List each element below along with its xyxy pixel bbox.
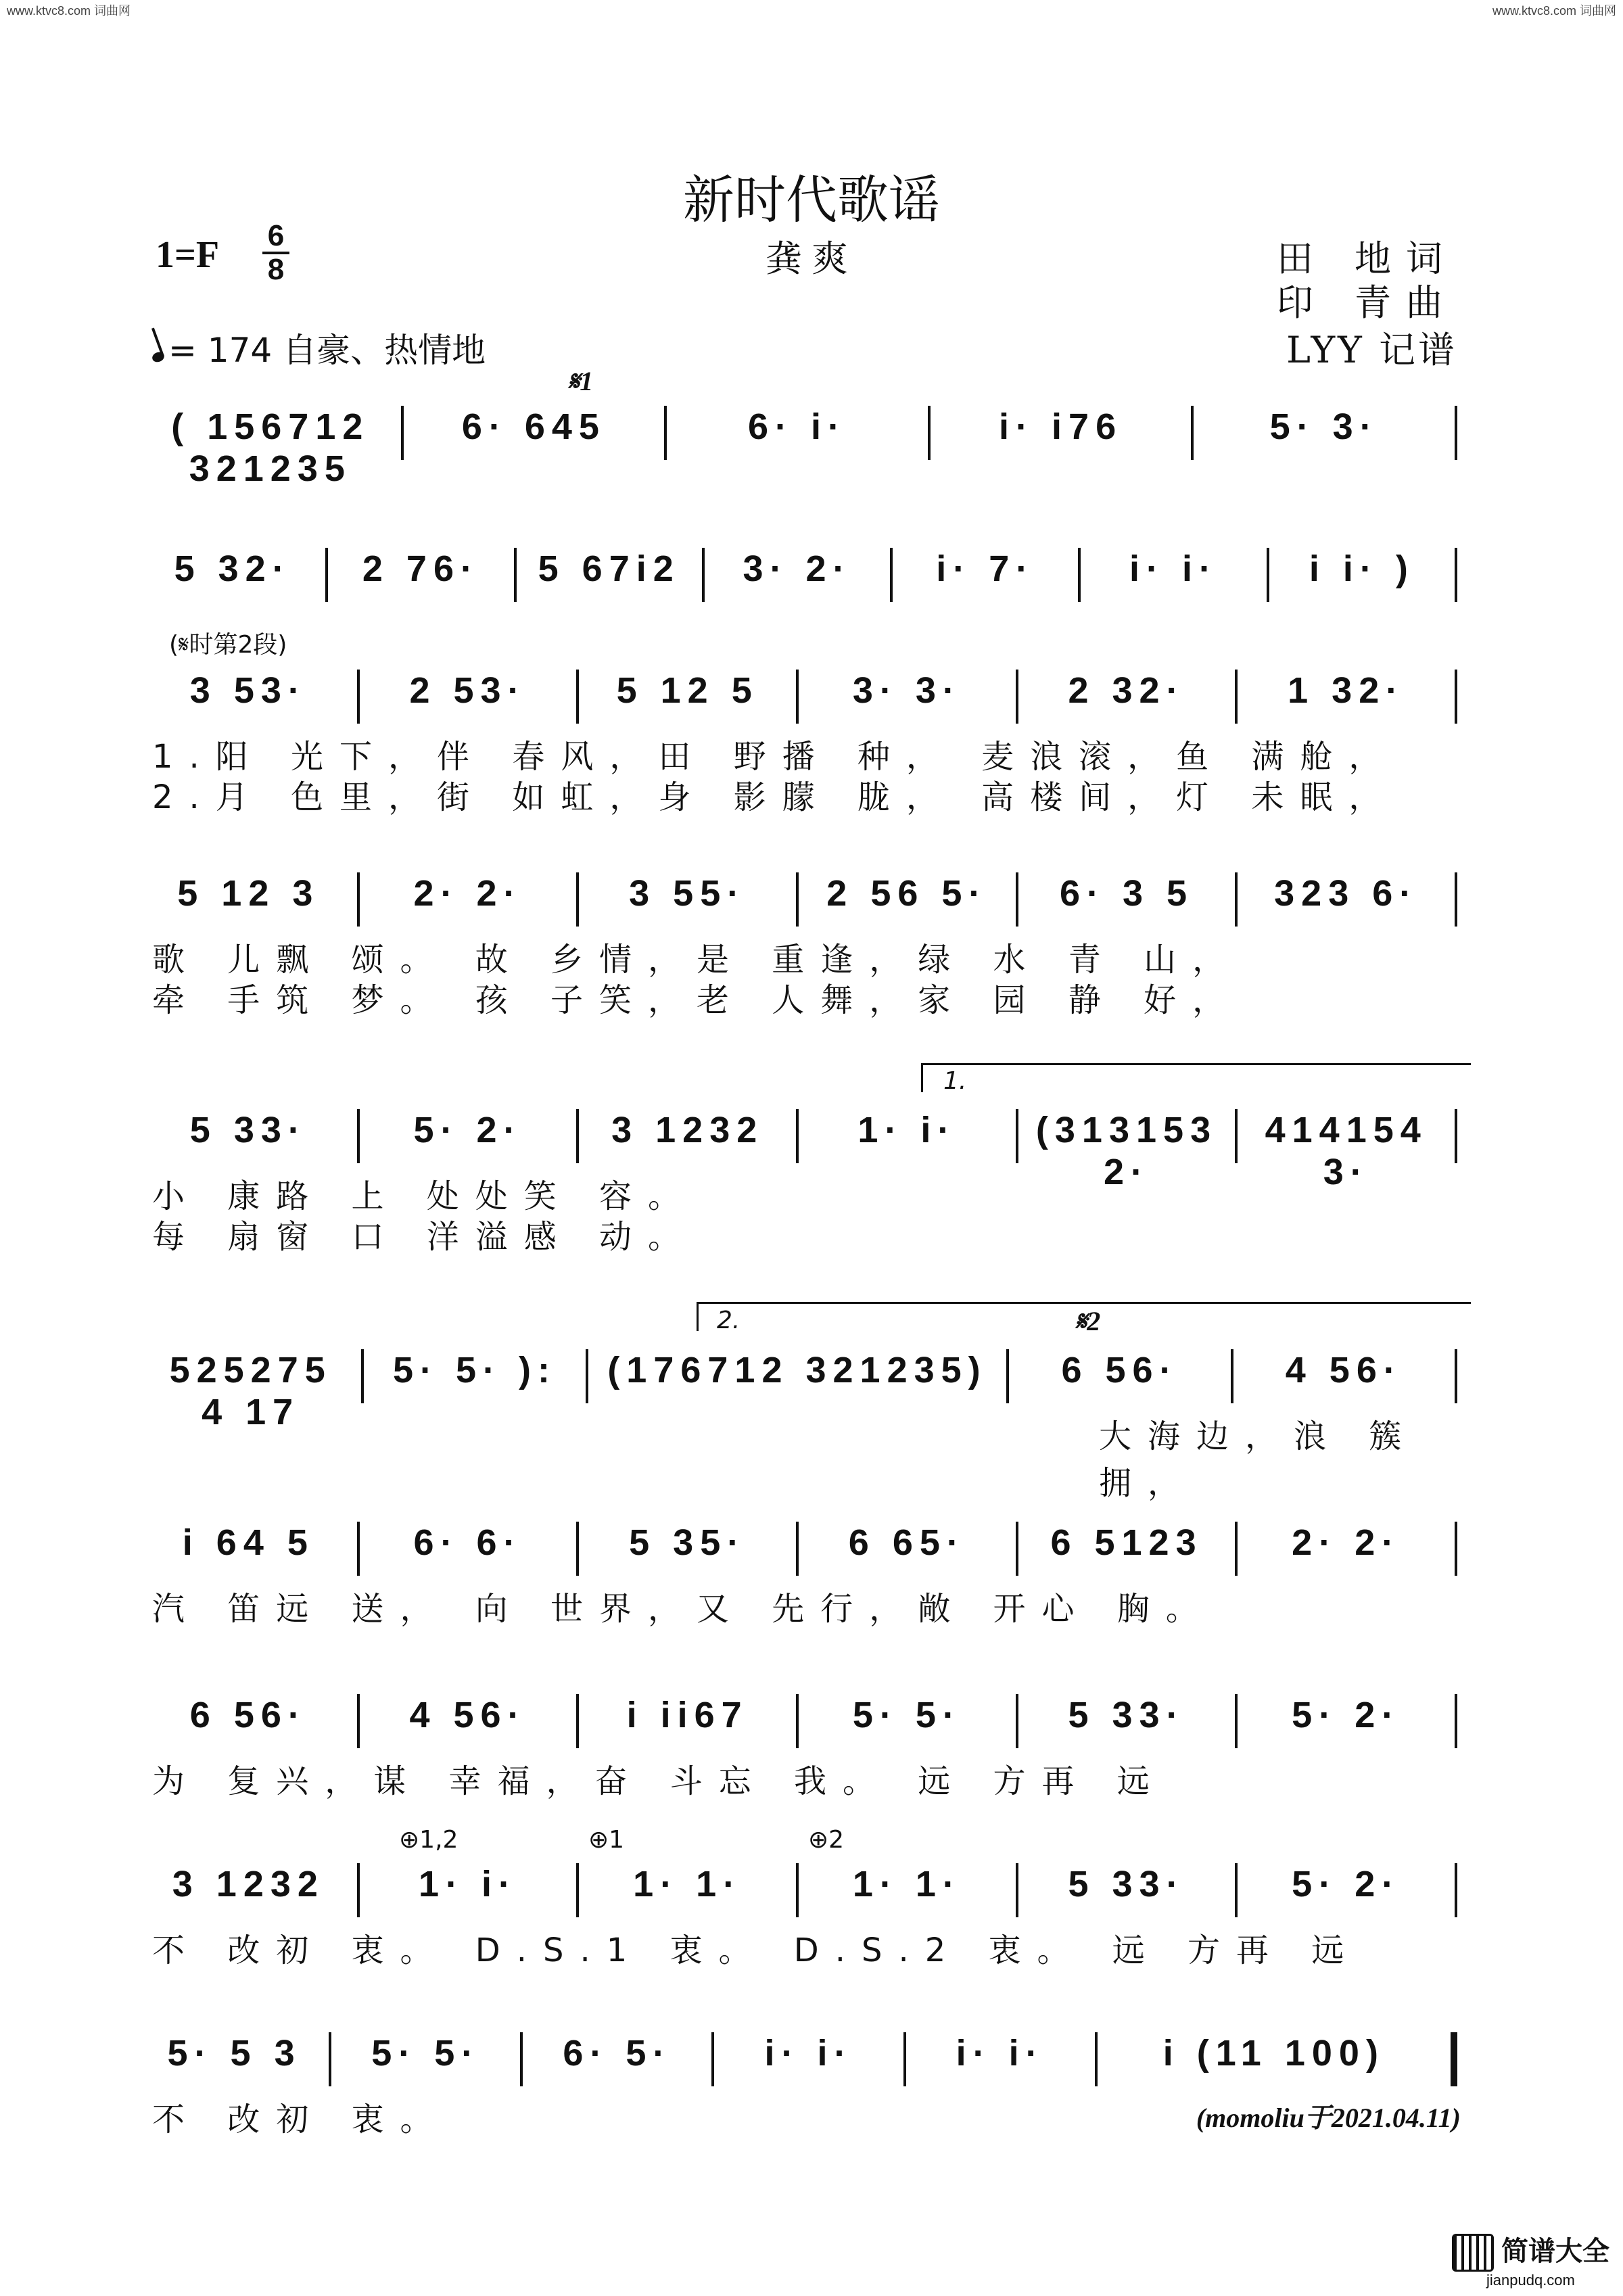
measure: 6 65· <box>848 1522 966 1563</box>
barline <box>796 872 799 927</box>
key-signature: 1=F <box>156 234 220 276</box>
logo-name: 简谱大全 <box>1501 2236 1609 2266</box>
measure: 525275 4 17 <box>169 1350 332 1432</box>
barline <box>586 1349 588 1403</box>
barline <box>357 872 360 927</box>
barline <box>702 548 705 602</box>
lyrics-verse-2: 每 扇窗 口 洋溢感 动。 <box>152 1218 697 1256</box>
barline <box>325 548 328 602</box>
lyrics-verse-2: 牵 手筑 梦。 孩 子笑，老 人舞，家 园 静 好， <box>152 981 1242 1019</box>
measure: 5· 5· <box>852 1695 962 1735</box>
measure: 5 33· <box>189 1110 307 1150</box>
barline <box>1191 406 1194 460</box>
barline <box>576 1109 579 1163</box>
measure: i· i· <box>956 2033 1045 2074</box>
barline <box>1455 1349 1457 1403</box>
measure: i i· ) <box>1309 548 1415 589</box>
transcription-credit: (momoliu于2021.04.11) <box>1196 2103 1461 2133</box>
barline <box>1078 548 1081 602</box>
composer-credit: 印 青曲 <box>1276 281 1457 324</box>
measure: 3 1232 <box>172 1864 325 1904</box>
measure: i· i76 <box>999 406 1123 447</box>
transcriber-credit: LYY 记谱 <box>1286 329 1457 371</box>
song-title: 新时代歌谣 <box>683 170 940 230</box>
measure: 2 76· <box>362 548 479 589</box>
lyricist-credit: 田 地词 <box>1276 237 1457 280</box>
measure: i 64 5 <box>182 1522 314 1563</box>
measure: 2· 2· <box>1292 1522 1401 1563</box>
barline <box>329 2032 331 2086</box>
measure: 6 5123 <box>1050 1522 1203 1563</box>
barline <box>1235 1694 1238 1748</box>
measure: ( 156712 321235 <box>171 406 370 489</box>
lyrics-verse-1: 小 康路 上 处处笑 容。 <box>152 1177 697 1215</box>
segno-1-mark: 𝄋1 <box>568 366 594 396</box>
lyrics-verse-2: 2.月 色里，街 如虹，身 影朦 胧， 高楼间，灯 未眠， <box>152 778 1398 816</box>
measure: 5 67i2 <box>538 548 680 589</box>
lyrics-verse-1: 汽 笛远 送， 向 世界，又 先行，敞 开心 胸。 <box>152 1590 1215 1628</box>
coda-1-mark: ⊕1 <box>588 1826 625 1854</box>
barline <box>576 1522 579 1576</box>
measure: 414154 3· <box>1265 1110 1428 1192</box>
coda-1-2-mark: ⊕1,2 <box>399 1826 458 1854</box>
watermark-left: www.ktvc8.com 词曲网 <box>7 4 131 18</box>
measure: 6· i· <box>747 406 847 447</box>
measure: 2 32· <box>1068 670 1185 711</box>
measure: i (11 100) <box>1162 2033 1385 2074</box>
tempo-text: = 174 自豪、热情地 <box>168 331 486 370</box>
measure: 6· 645 <box>461 406 606 447</box>
segno-2-mark: 𝄋2 <box>1075 1306 1101 1336</box>
watermark-right: www.ktvc8.com 词曲网 <box>1492 4 1616 18</box>
barline <box>890 548 893 602</box>
barline <box>796 1522 799 1576</box>
barline <box>796 1694 799 1748</box>
barline <box>1235 1522 1238 1576</box>
volta-bracket-1 <box>921 1063 1471 1092</box>
barline <box>357 1694 360 1748</box>
measure: 6 56· <box>1061 1350 1179 1390</box>
measure: 2· 2· <box>413 873 523 914</box>
logo-url: jianpudq.com <box>1486 2272 1575 2289</box>
measure-row <box>152 1694 1469 1748</box>
barline <box>796 670 799 724</box>
volta-1-label: 1. <box>943 1067 967 1095</box>
barline <box>1006 1349 1009 1403</box>
barline <box>1016 872 1018 927</box>
barline <box>576 872 579 927</box>
measure-row <box>152 872 1469 927</box>
barline <box>1455 406 1457 460</box>
measure-row <box>152 548 1469 602</box>
measure: (176712 321235) <box>607 1350 987 1390</box>
measure: 6· 3 5 <box>1059 873 1194 914</box>
measure: 1 32· <box>1288 670 1405 711</box>
barline <box>576 1863 579 1917</box>
measure-row <box>152 670 1469 724</box>
barline <box>520 2032 523 2086</box>
barline <box>796 1863 799 1917</box>
time-top: 6 <box>267 219 285 252</box>
barline <box>357 1109 360 1163</box>
barline <box>1016 1694 1018 1748</box>
measure: i· i· <box>1129 548 1219 589</box>
measure: 5 12 3 <box>177 873 320 914</box>
barline <box>357 1863 360 1917</box>
barline <box>1455 1109 1457 1163</box>
measure: 5 33· <box>1068 1864 1185 1904</box>
measure: 5 35· <box>629 1522 747 1563</box>
barline <box>1235 1109 1238 1163</box>
measure: 4 56· <box>409 1695 527 1735</box>
measure: 5· 2· <box>1292 1864 1401 1904</box>
measure: 5· 2· <box>1292 1695 1401 1735</box>
lyrics-verse-1: 1.阳 光下，伴 春风，田 野播 种， 麦浪滚，鱼 满舱， <box>152 738 1398 776</box>
barline <box>576 670 579 724</box>
measure: 2 53· <box>409 670 527 711</box>
measure: 5 33· <box>1068 1695 1185 1735</box>
measure: 3· 3· <box>852 670 962 711</box>
singer: 龚爽 <box>766 237 857 280</box>
measure-row <box>152 1863 1469 1917</box>
piano-icon <box>1452 2234 1494 2272</box>
barline <box>1231 1349 1233 1403</box>
measure: 5· 5· <box>371 2033 481 2074</box>
barline <box>928 406 931 460</box>
measure: 6 56· <box>189 1695 307 1735</box>
time-bottom: 8 <box>267 253 285 286</box>
barline <box>711 2032 714 2086</box>
measure: 3 1232 <box>611 1110 764 1150</box>
measure: 5· 3· <box>1269 406 1379 447</box>
measure: 5· 5 3 <box>167 2033 302 2074</box>
measure: 5 32· <box>174 548 291 589</box>
measure: 1· 1· <box>852 1864 962 1904</box>
barline <box>1455 1522 1457 1576</box>
measure: 6· 5· <box>563 2033 672 2074</box>
measure: 6· 6· <box>413 1522 523 1563</box>
measure: 5· 2· <box>413 1110 523 1150</box>
lyrics-verse-1: 为 复兴，谋 幸福，奋 斗忘 我。 远 方再 远 <box>152 1762 1166 1800</box>
measure: 3 55· <box>629 873 747 914</box>
barline <box>1235 670 1238 724</box>
site-logo <box>1452 2230 1609 2289</box>
barline <box>361 1349 364 1403</box>
segno-note: (𝄋时第2段) <box>169 631 287 659</box>
measure-row <box>152 406 1469 490</box>
lyrics-verse-1: 大海边，浪 簇拥， <box>1099 1418 1418 1502</box>
lyrics-verse-1: 歌 儿飘 颂。 故 乡情，是 重逢，绿 水 青 山， <box>152 941 1242 979</box>
lyrics-verse-1: 不 改初 衷。 D.S.1 衷。 D.S.2 衷。 远 方再 远 <box>152 1931 1361 1969</box>
barline <box>1016 670 1018 724</box>
final-barline <box>1451 2032 1457 2086</box>
barline <box>514 548 517 602</box>
measure: i ii67 <box>626 1695 749 1735</box>
coda-2-mark: ⊕2 <box>808 1826 845 1854</box>
barline <box>903 2032 906 2086</box>
barline <box>1016 1109 1018 1163</box>
measure: 323 6· <box>1274 873 1419 914</box>
measure-row <box>152 1522 1469 1576</box>
measure: 5 12 5 <box>616 670 759 711</box>
barline <box>1267 548 1269 602</box>
measure: 3 53· <box>189 670 307 711</box>
barline <box>796 1109 799 1163</box>
barline <box>1455 872 1457 927</box>
barline <box>1235 1863 1238 1917</box>
barline <box>1235 872 1238 927</box>
barline <box>1095 2032 1098 2086</box>
measure: 4 56· <box>1285 1350 1403 1390</box>
barline <box>1016 1522 1018 1576</box>
barline <box>357 670 360 724</box>
barline <box>1455 1694 1457 1748</box>
measure-row <box>152 2032 1469 2086</box>
lyrics-verse-1: 不 改初 衷。 <box>152 2101 449 2138</box>
measure: 5· 5· ): <box>392 1350 557 1390</box>
barline <box>664 406 667 460</box>
measure: (313153 2· <box>1035 1110 1218 1192</box>
barline <box>576 1694 579 1748</box>
quarter-note-icon <box>151 350 166 363</box>
measure: 1· i· <box>419 1864 518 1904</box>
volta-2-label: 2. <box>717 1307 740 1334</box>
measure: i· 7· <box>936 548 1035 589</box>
barline <box>1455 548 1457 602</box>
barline <box>1455 670 1457 724</box>
measure: i· i· <box>764 2033 853 2074</box>
measure: 3· 2· <box>743 548 852 589</box>
barline <box>401 406 404 460</box>
tempo-marking <box>152 323 486 372</box>
measure: 1· 1· <box>633 1864 743 1904</box>
barline <box>1455 1863 1457 1917</box>
measure: 2 56 5· <box>826 873 988 914</box>
barline <box>357 1522 360 1576</box>
barline <box>1016 1863 1018 1917</box>
measure: 1· i· <box>857 1110 957 1150</box>
